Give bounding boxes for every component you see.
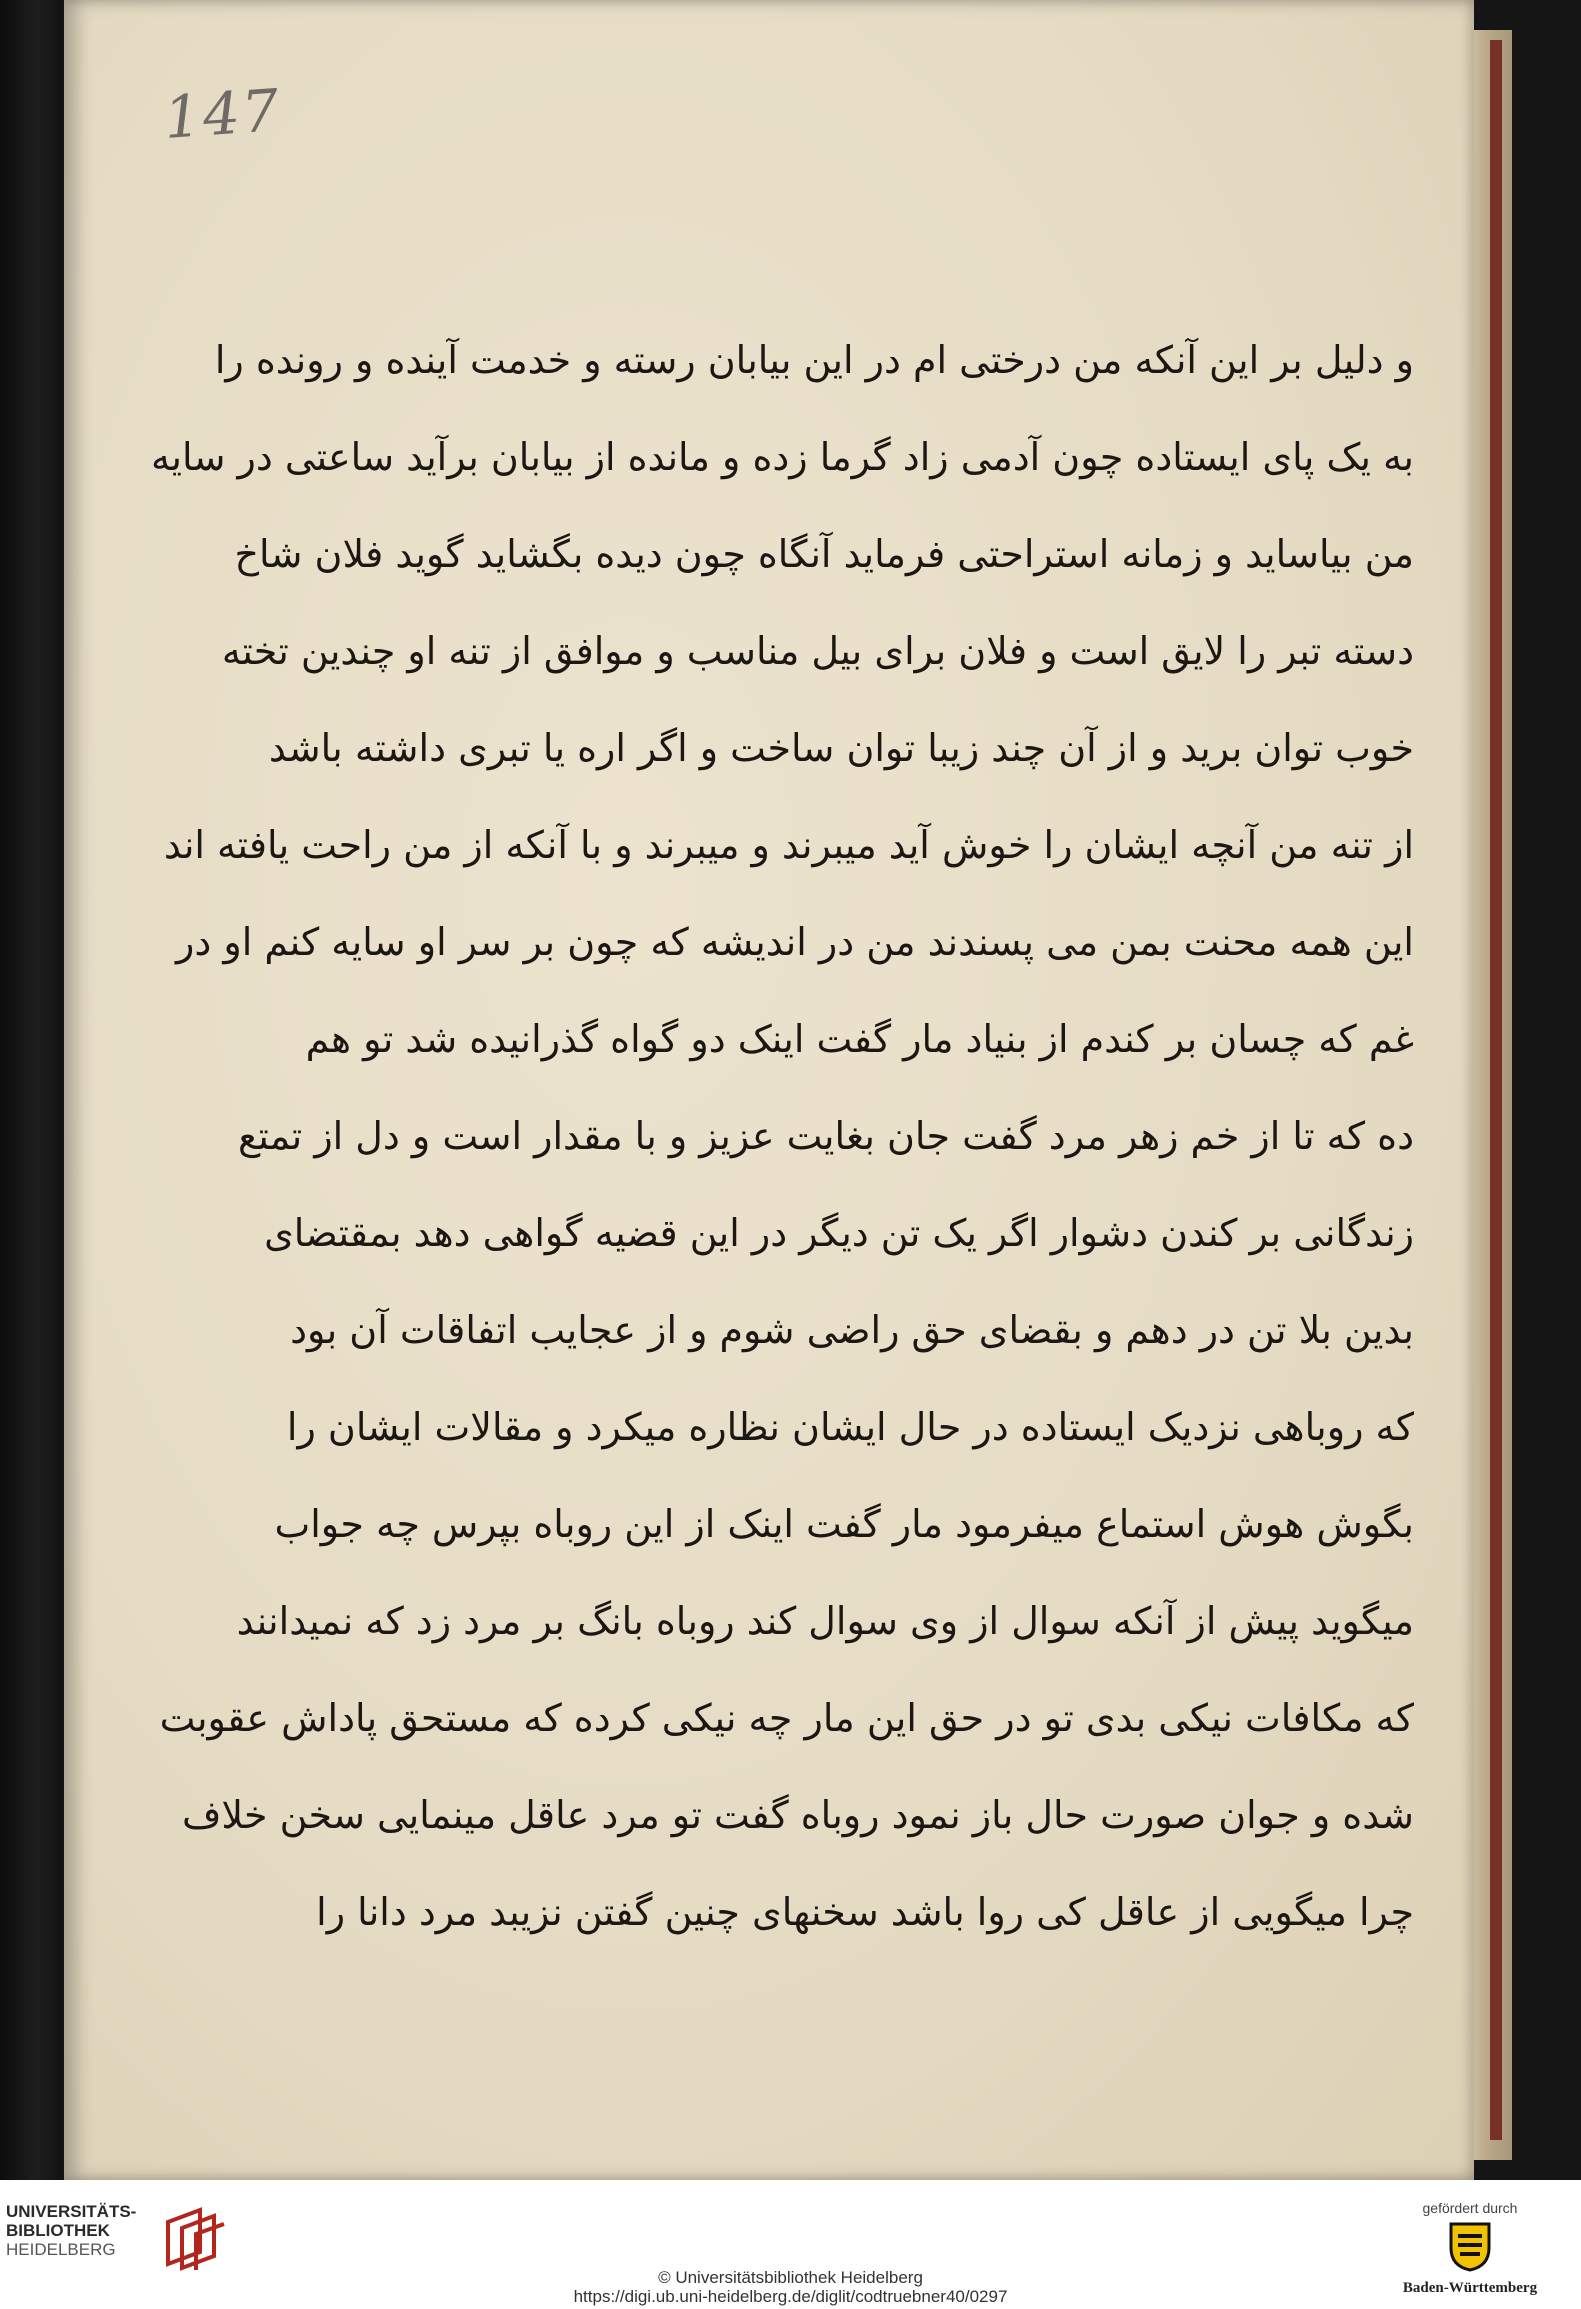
funded-by-label: gefördert durch [1422,2200,1518,2216]
library-logo-icon[interactable] [160,2202,230,2272]
library-name-line3: HEIDELBERG [6,2240,116,2259]
footer-bar [0,2180,1581,2309]
manuscript-line: من بیاساید و زمانه استراحتی فرماید آنگاه چون دیده بگشاید گوید فلان شاخ [234,532,1414,576]
manuscript-line: خوب توان برید و از آن چند زیبا توان ساخت و اگر اره یا تبری داشته باشد [268,726,1414,770]
manuscript-line: که مکافات نیکی بدی تو در حق این مار چه نیکی کرده که مستحق پاداش عقوبت [159,1696,1414,1740]
manuscript-line: چرا میگویی از عاقل کی روا باشد سخنهای چنین گفتن نزیبد مرد دانا را [316,1890,1414,1934]
page-edge-red [1490,40,1502,2140]
manuscript-line: شده و جوان صورت حال باز نمود روباه گفت تو مرد عاقل مینمایی سخن خلاف [181,1793,1414,1837]
manuscript-page [64,0,1474,2180]
manuscript-line: زندگانی بر کندن دشوار اگر یک تن دیگر در این قضیه گواهی دهد بمقتضای [264,1211,1414,1255]
library-name-line1: UNIVERSITÄTS- [6,2202,137,2221]
library-name-line2: BIBLIOTHEK [6,2221,110,2240]
manuscript-line: غم که چسان بر کندم از بنیاد مار گفت اینک دو گواه گذرانیده شد تو هم [305,1017,1414,1061]
baden-wuerttemberg-emblem-icon[interactable] [1447,2220,1493,2272]
folio-number: 147 [161,76,283,152]
manuscript-line: این همه محنت بمن می پسندند من در اندیشه که چون بر سر او سایه کنم او در [176,920,1414,964]
manuscript-line: بدین بلا تن در دهم و بقضای حق راضی شوم و از عجایب اتفاقات آن بود [290,1308,1414,1352]
manuscript-text-block [151,315,1414,1935]
copyright-text: © Universitätsbibliothek Heidelberg [658,2268,923,2287]
manuscript-line: ده که تا از خم زهر مرد گفت جان بغایت عزیز و با مقدار است و دل از تمتع [238,1114,1414,1158]
manuscript-line: دسته تبر را لایق است و فلان برای بیل مناسب و موافق از تنه او چندین تخته [221,629,1414,673]
manuscript-line: از تنه من آنچه ایشان را خوش آید میبرند و میبرند و با آنکه از من راحت یافته اند [163,823,1414,867]
library-name[interactable] [6,2202,156,2259]
manuscript-line: و دلیل بر این آنکه من درختی ام در این بیابان رسته و خدمت آینده و رونده را [214,338,1414,382]
permalink-url[interactable]: https://digi.ub.uni-heidelberg.de/diglit/codtruebner40/0297 [573,2287,1008,2306]
binding-strip [0,0,62,2180]
manuscript-line: که روباهی نزدیک ایستاده در حال ایشان نظاره میکرد و مقالات ایشان را [286,1405,1414,1449]
manuscript-line: به یک پای ایستاده چون آدمی زاد گرما زده و مانده از بیابان برآید ساعتی در سایه [151,435,1414,479]
manuscript-line: میگوید پیش از آنکه سوال از وی سوال کند روباه بانگ بر مرد زد که نمیدانند [236,1599,1414,1643]
manuscript-line: بگوش هوش استماع میفرمود مار گفت اینک از این روباه بپرس چه جواب [274,1502,1414,1546]
funder-name: Baden-Württemberg [1402,2280,1538,2296]
